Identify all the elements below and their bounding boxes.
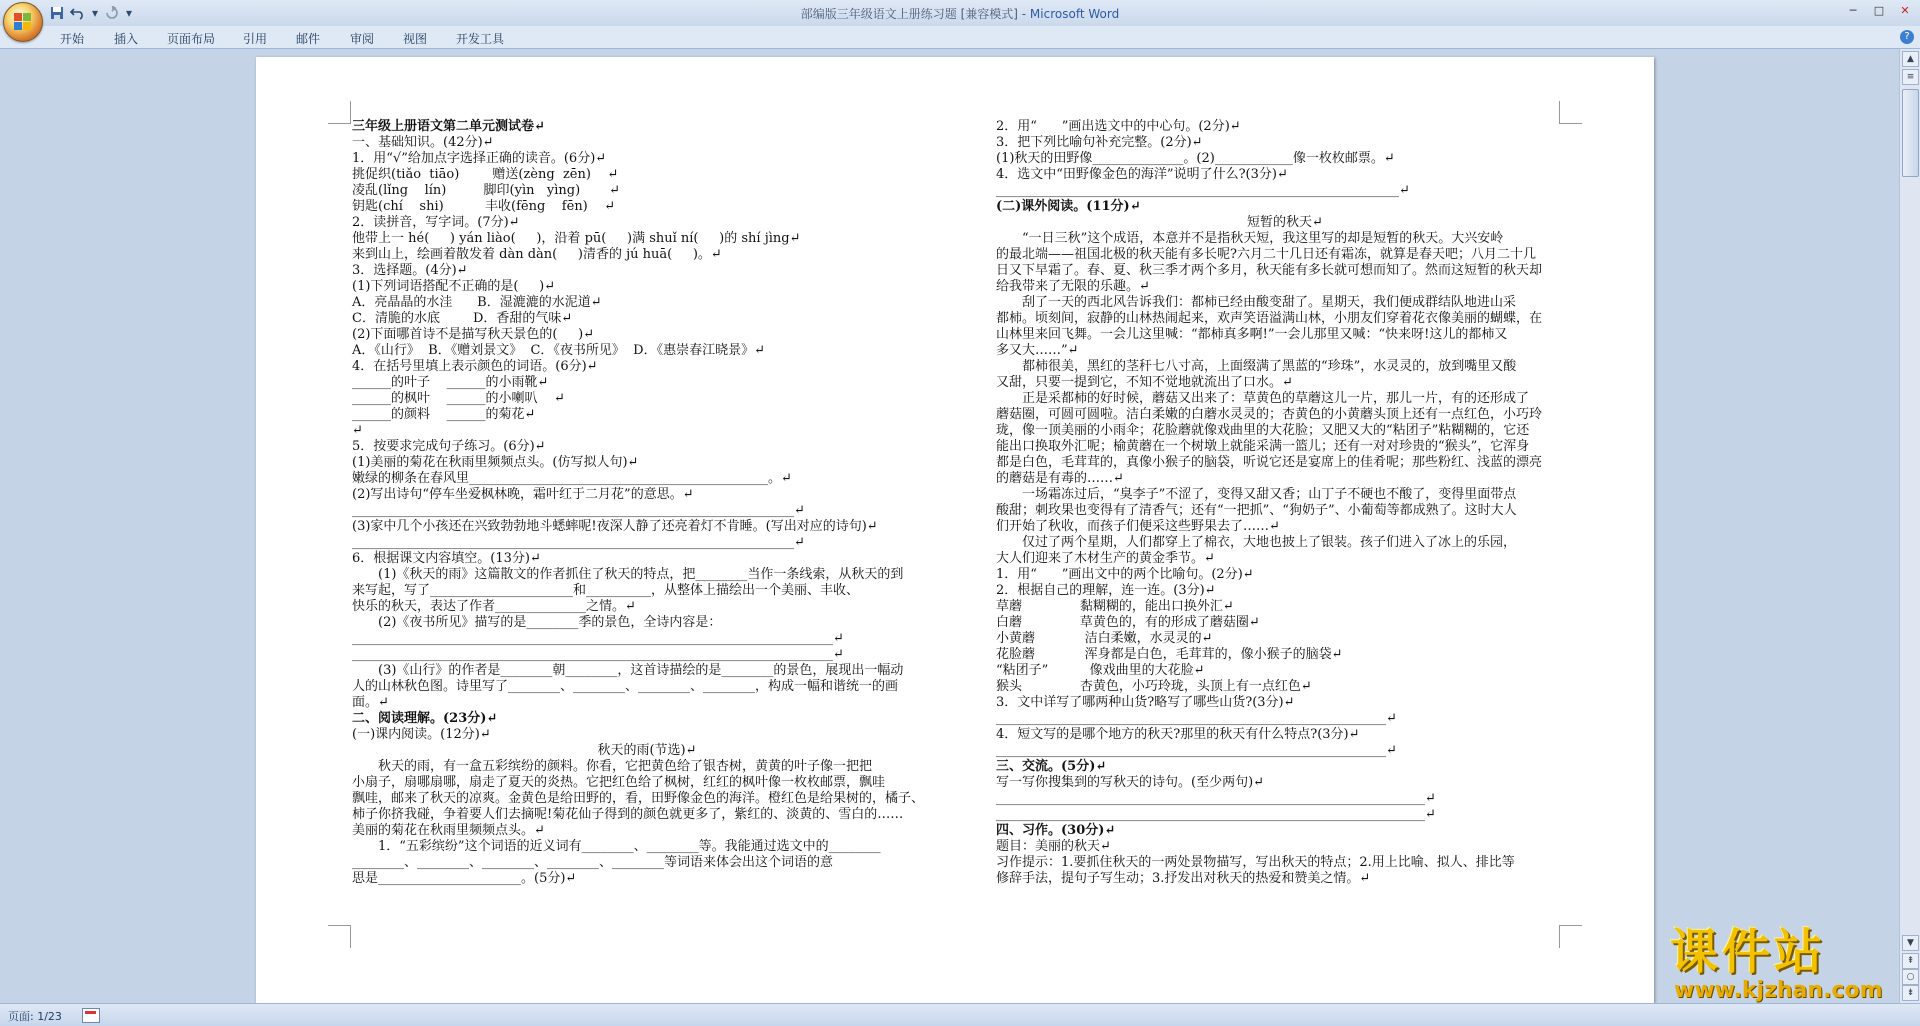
document-page[interactable] [256, 57, 1654, 1003]
doc-line: __________________________________________________________________↵ [996, 807, 1436, 822]
doc-line: 3．文中详写了哪两种山货?略写了哪些山货?(3分)↵ [996, 695, 1295, 710]
ribbon-tabs [0, 26, 1920, 49]
doc-line: 能出口换取外汇呢；榆黄蘑在一个树墩上就能采满一篮儿；还有一对对珍贵的“猴头”，它浑身 [996, 439, 1530, 454]
doc-line: 来到山上，绘画着散发着 dàn dàn( )清香的 jú huā( )。↵ [352, 247, 722, 262]
ruler-toggle-icon[interactable]: ≡ [1902, 69, 1919, 85]
page-count[interactable]: 页面: 1/23 [8, 1010, 62, 1023]
doc-line: ______________________________________________________________↵ [996, 183, 1410, 198]
doc-line: A．亮晶晶的水洼 B．湿漉漉的水泥道↵ [352, 295, 602, 310]
doc-line: (一)课内阅读。(12分)↵ [352, 727, 491, 742]
doc-line: 嫩绿的柳条在春风里______________________________________________。↵ [352, 471, 792, 486]
help-icon[interactable]: ? [1900, 30, 1914, 44]
doc-line: 5．按要求完成句子练习。(6分)↵ [352, 439, 546, 454]
doc-line: 的蘑菇是有毒的……↵ [996, 471, 1124, 486]
minimize-button[interactable]: ─ [1849, 4, 1857, 17]
doc-line: 题目：美丽的秋天↵ [996, 839, 1111, 854]
doc-line: 钥匙(chí shi) 丰收(fēng fēn) ↵ [352, 199, 616, 214]
document-title: 部编版三年级语文上册练习题 [兼容模式] - [800, 7, 1030, 21]
doc-line: 秋天的雨(节选)↵ [597, 743, 697, 758]
tab-page-layout[interactable]: 页面布局 [167, 32, 216, 46]
doc-line: ______的叶子 ______的小雨靴↵ [352, 375, 549, 390]
doc-line: ________、________、________、________、________等词语来体会出这个词语的意 [352, 855, 834, 870]
doc-line: 仅过了两个星期，人们都穿上了棉衣，大地也披上了银装。孩子们进入了冰上的乐园， [1022, 535, 1517, 550]
tab-review[interactable]: 审阅 [350, 32, 375, 46]
doc-line: 4．选文中“田野像金色的海洋”说明了什么?(3分)↵ [996, 167, 1288, 182]
doc-line: 1．用“√”给加点字选择正确的读音。(6分)↵ [352, 151, 607, 166]
doc-line: __________________________________________________________________↵ [996, 791, 1436, 806]
doc-line: 秋天的雨，有一盒五彩缤纷的颜料。你看，它把黄色给了银杏树，黄黄的叶子像一把把 [378, 759, 873, 774]
doc-line: 4．短文写的是哪个地方的秋天?那里的秋天有什么特点?(3分)↵ [996, 727, 1360, 742]
margin-corner-top-left [328, 101, 351, 124]
margin-corner-bottom-left [328, 925, 351, 948]
status-bar [0, 1003, 1920, 1026]
tab-home[interactable]: 开始 [60, 32, 85, 46]
doc-line: 面。↵ [352, 695, 389, 710]
office-logo-icon [14, 13, 32, 31]
doc-line: 山林里来回飞舞。一会儿这里喊：“都柿真多啊!”一会儿那里又喊：“快来呀!这儿的都柿又 [996, 327, 1508, 342]
undo-dropdown-icon[interactable]: ▾ [92, 6, 99, 20]
scroll-down-button[interactable]: ▼ [1902, 935, 1919, 951]
doc-line: 又甜，只要一提到它，不知不觉地就流出了口水。↵ [996, 375, 1293, 390]
doc-line: 大人们迎来了木材生产的黄金季节。↵ [996, 551, 1215, 566]
doc-line: 修辞手法，提句子写生动；3.抒发出对秋天的热爱和赞美之情。↵ [996, 871, 1371, 886]
doc-line: 珑，像一顶美丽的小雨伞；花脸蘑就像戏曲里的大花脸；又肥又大的“粘团子”粘糊糊的，它还 [996, 423, 1530, 438]
doc-line: 都柿。顷刻间，寂静的山林热闹起来，欢声笑语溢满山林，小朋友们穿着花衣像美丽的蝴蝶，在 [996, 311, 1543, 326]
doc-line: 多又大……”↵ [996, 343, 1079, 358]
doc-line: 一场霜冻过后，“臭李子”不涩了，变得又甜又香；山丁子不硬也不酸了，变得里面带点 [1022, 487, 1517, 502]
doc-line: (1)美丽的菊花在秋雨里频频点头。(仿写拟人句)↵ [352, 455, 639, 470]
doc-line: (2)写出诗句“停车坐爱枫林晚，霜叶红于二月花”的意思。↵ [352, 487, 694, 502]
app-name: Microsoft Word [1029, 7, 1120, 21]
doc-line: 快乐的秋天，表达了作者______________之情。↵ [352, 599, 636, 614]
doc-line: 人的山林秋色图。诗里写了________、________、________、________，构成一幅和谐统一的画 [352, 679, 899, 694]
doc-line: __________________________________________________________________________↵ [352, 631, 844, 646]
tab-mailings[interactable]: 邮件 [296, 32, 321, 46]
doc-line: 三、交流。(5分)↵ [996, 759, 1107, 774]
scroll-up-button[interactable]: ▲ [1902, 51, 1919, 67]
doc-line: (3)家中几个小孩还在兴致勃勃地斗蟋蟀呢!夜深人静了还亮着灯不肯睡。(写出对应的诗句)↵ [352, 519, 878, 534]
doc-line: 酸甜；刺玫果也变得有了清香气；还有“一把抓”、“狗奶子”、小葡萄等都成熟了。这时大人 [996, 503, 1517, 518]
doc-line: 三年级上册语文第二单元测试卷↵ [352, 119, 545, 134]
doc-line: 四、习作。(30分)↵ [996, 823, 1116, 838]
doc-line: (二)课外阅读。(11分)↵ [996, 199, 1141, 214]
doc-line: 们开始了秋收，而孩子们便采这些野果去了……↵ [996, 519, 1280, 534]
doc-line: 飘哇，邮来了秋天的凉爽。金黄色是给田野的，看，田野像金色的海洋。橙红色是给果树的，橘子、 [352, 791, 925, 806]
doc-line: ______的颜料 ______的菊花↵ [352, 407, 536, 422]
previous-page-button[interactable]: ⇞ [1902, 953, 1919, 969]
customize-qat-icon[interactable]: ▾ [126, 6, 133, 20]
document-column-right [996, 119, 1574, 887]
doc-line: 他带上一 hé( ) yán liào( )，沿着 pū( )满 shuǐ ní( )的 shí jìng↵ [352, 231, 801, 246]
doc-line: 习作提示：1.要抓住秋天的一两处景物描写，写出秋天的特点；2.用上比喻、拟人、排比等 [996, 855, 1515, 870]
doc-line: (2)下面哪首诗不是描写秋天景色的( )↵ [352, 327, 595, 342]
next-page-button[interactable]: ⇟ [1902, 985, 1919, 1001]
doc-line: 刮了一天的西北风告诉我们：都柿已经由酸变甜了。星期天，我们便成群结队地进山采 [1022, 295, 1517, 310]
doc-line: 短暂的秋天↵ [1247, 215, 1323, 230]
doc-line: 凌乱(lǐng lín) 脚印(yìn yìng) ↵ [352, 183, 620, 198]
select-browse-object-button[interactable]: ○ [1902, 969, 1919, 985]
watermark-brand: 课件站 [1670, 924, 1827, 980]
doc-line: 二、阅读理解。(23分)↵ [352, 711, 498, 726]
doc-line: ____________________________________________________________↵ [996, 743, 1397, 758]
margin-corner-bottom-right [1559, 925, 1582, 948]
doc-line: 白蘑 草黄色的，有的形成了蘑菇圈↵ [996, 615, 1260, 630]
doc-line: 小黄蘑 洁白柔嫩，水灵灵的↵ [996, 631, 1213, 646]
doc-line: 来写起，写了______________________和__________，从整体上描绘出一个美丽、丰收、 [352, 583, 860, 598]
watermark-url: www.kjzhan.com [1674, 978, 1883, 1003]
window-title [0, 5, 1920, 22]
scroll-thumb[interactable] [1902, 89, 1919, 177]
doc-line: (1)下列词语搭配不正确的是( )↵ [352, 279, 556, 294]
vertical-scrollbar[interactable] [1899, 49, 1920, 1003]
doc-line: ____________________________________________________________________↵ [352, 503, 805, 518]
doc-line: 1．用“ ”画出文中的两个比喻句。(2分)↵ [996, 567, 1254, 582]
doc-line: 都柿很美，黑红的茎秆七八寸高，上面缀满了黑蓝的“珍珠”，水灵灵的，放到嘴里又酸 [1022, 359, 1517, 374]
doc-line: 小扇子，扇哪扇哪，扇走了夏天的炎热。它把红色给了枫树，红红的枫叶像一枚枚邮票，飘哇 [352, 775, 886, 790]
doc-line: C．清脆的水底 D．香甜的气味↵ [352, 311, 573, 326]
doc-line: 1．“五彩缤纷”这个词语的近义词有________、________等。我能通过选文中的________ [378, 839, 881, 854]
doc-line: 正是采都柿的好时候，蘑菇又出来了：草黄色的草蘑这儿一片，那儿一片，有的还形成了 [1022, 391, 1530, 406]
tab-view[interactable]: 视图 [403, 32, 428, 46]
doc-line: “一日三秋”这个成语，本意并不是指秋天短，我这里写的却是短暂的秋天。大兴安岭 [1022, 231, 1504, 246]
doc-line: 3．把下列比喻句补充完整。(2分)↵ [996, 135, 1203, 150]
doc-line: (2)《夜书所见》描写的是________季的景色，全诗内容是： [378, 615, 722, 630]
doc-line: 都是白色，毛茸茸的，真像小猴子的脑袋，听说它还是宴席上的佳肴呢；那些粉红、浅蓝的漂亮 [996, 455, 1543, 470]
doc-line: __________________________________________________________________________↵ [352, 647, 844, 662]
doc-line: ______的枫叶 ______的小喇叭 ↵ [352, 391, 565, 406]
doc-line: 6．根据课文内容填空。(13分)↵ [352, 551, 541, 566]
doc-line: 2．读拼音，写字词。(7分)↵ [352, 215, 520, 230]
tab-insert[interactable]: 插入 [114, 32, 139, 46]
doc-line: 3．选择题。(4分)↵ [352, 263, 468, 278]
document-workspace [0, 49, 1900, 1003]
doc-line: 美丽的菊花在秋雨里频频点头。↵ [352, 823, 545, 838]
doc-line: “粘团子” 像戏曲里的大花脸↵ [996, 663, 1205, 678]
close-button[interactable]: ✕ [1900, 4, 1910, 17]
doc-line: 思是______________________。(5分)↵ [352, 871, 577, 886]
doc-line: 猴头 杏黄色，小巧玲珑，头顶上有一点红色↵ [996, 679, 1312, 694]
doc-line: (3)《山行》的作者是________朝________，这首诗描绘的是________的景色，展现出一幅动 [378, 663, 904, 678]
doc-line: 日又下早霜了。春、夏、秋三季才两个多月，秋天能有多长就可想而知了。然而这短暂的秋天却 [996, 263, 1543, 278]
doc-line: ____________________________________________________________________↵ [352, 535, 805, 550]
doc-line: 写一写你搜集到的写秋天的诗句。(至少两句)↵ [996, 775, 1265, 790]
document-column-left [352, 119, 942, 887]
title-bar [0, 0, 1920, 27]
site-watermark [1670, 925, 1910, 1003]
tab-references[interactable]: 引用 [243, 32, 268, 46]
doc-line: (1)秋天的田野像______________。(2)____________像一枚枚邮票。↵ [996, 151, 1395, 166]
office-button[interactable] [3, 2, 43, 42]
doc-line: 给我带来了无限的乐趣。↵ [996, 279, 1150, 294]
doc-line: 花脸蘑 浑身都是白色，毛茸茸的，像小猴子的脑袋↵ [996, 647, 1343, 662]
proofing-status-icon[interactable] [82, 1008, 100, 1023]
doc-line: 一、基础知识。(42分)↵ [352, 135, 494, 150]
doc-line: 4．在括号里填上表示颜色的词语。(6分)↵ [352, 359, 598, 374]
doc-line: (1)《秋天的雨》这篇散文的作者抓住了秋天的特点，把________当作一条线索，从秋天的到 [378, 567, 904, 582]
doc-line: 柿子你挤我碰，争着要人们去摘呢!菊花仙子得到的颜色就更多了，紫红的、淡黄的、雪白的…… [352, 807, 904, 822]
doc-line: ↵ [352, 423, 363, 438]
doc-line: 草蘑 黏糊糊的，能出口换外汇↵ [996, 599, 1234, 614]
doc-line: 2．根据自己的理解，连一连。(3分)↵ [996, 583, 1216, 598]
maximize-button[interactable]: □ [1873, 4, 1885, 17]
tab-developer[interactable]: 开发工具 [456, 32, 505, 46]
doc-line: 的最北端——祖国北极的秋天能有多长呢?六月二十几日还有霜冻，就算是春天吧；八月二十几 [996, 247, 1536, 262]
doc-line: ____________________________________________________________↵ [996, 711, 1397, 726]
doc-line: 2．用“ ”画出选文中的中心句。(2分)↵ [996, 119, 1241, 134]
window-controls [1842, 3, 1916, 19]
doc-line: 挑促织(tiǎo tiāo) 赠送(zèng zēn) ↵ [352, 167, 619, 182]
doc-line: 蘑菇圈，可圆可圆啦。洁白柔嫩的白蘑水灵灵的；杏黄色的小黄蘑头顶上还有一点红色，小巧玲 [996, 407, 1543, 422]
doc-line: A．《山行》 B．《赠刘景文》 C．《夜书所见》 D．《惠崇春江晓景》↵ [352, 343, 765, 358]
